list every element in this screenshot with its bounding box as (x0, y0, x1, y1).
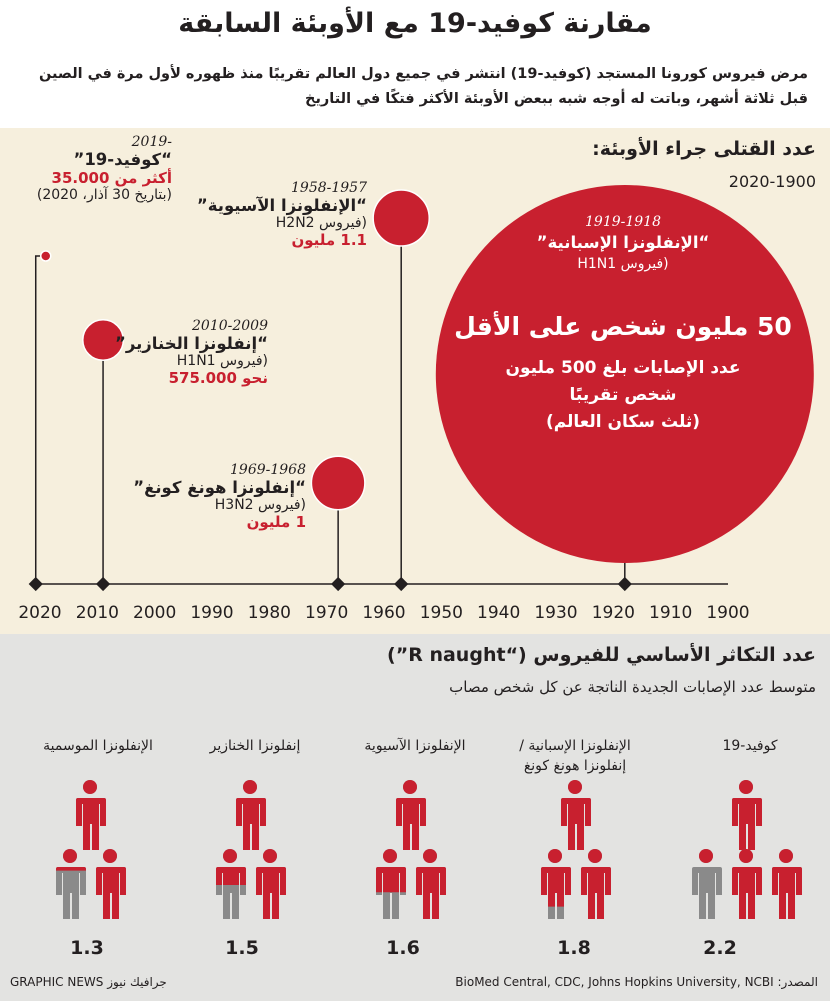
person-figure (772, 849, 802, 919)
spanish-infected-line-1: عدد الإصابات بلغ 500 مليون (505, 358, 741, 378)
r-label-asian: الإنفلونزا الآسيوية (364, 738, 466, 754)
epidemic-covid (37, 134, 172, 203)
person-figure (76, 780, 106, 850)
person-figure (732, 849, 762, 919)
spanish-virus: (فيروس H1N1 (577, 256, 669, 272)
r-value-covid: 2.2 (703, 937, 737, 959)
spanish-infected (433, 355, 813, 436)
swine-years: 2010-2009 (192, 318, 268, 334)
asian-virus: (فيروس H2N2 (275, 215, 367, 231)
page-title: مقارنة كوفيد-19 مع الأوبئة السابقة (178, 8, 652, 39)
swine-name: “إنفلونزا الخنازير” (115, 334, 268, 353)
timeline-marker (96, 577, 110, 591)
person-figure (376, 849, 406, 919)
person-figure (732, 780, 762, 850)
epidemic-spanish-flu (433, 214, 813, 436)
timeline-tick-label: 1950 (419, 603, 463, 623)
r-value-spanish-hongkong: 1.8 (557, 937, 591, 959)
r-label-spanish-hongkong: الإنفلونزا الإسبانية / إنفلونزا هونغ كونغ (519, 738, 631, 774)
timeline-tick-label: 1960 (362, 603, 406, 623)
timeline-marker (394, 577, 408, 591)
subtitle-line-2: قبل ثلاثة أشهر، وباتت له أوجه شبه ببعض الأوبئة الأكثر فتكًا في التاريخ (305, 91, 808, 107)
asian-years: 1958-1957 (291, 180, 367, 196)
source-note: المصدر: BioMed Central, CDC, Johns Hopkins University, NCBI (455, 975, 818, 989)
person-figure (581, 849, 611, 919)
graphic-news-credit: GRAPHIC NEWS جرافيك نيوز (10, 975, 167, 989)
covid-years: -2019 (131, 134, 172, 150)
deaths-panel (0, 128, 830, 634)
person-figure (692, 849, 722, 919)
person-figure (256, 849, 286, 919)
timeline-marker (618, 577, 632, 591)
epidemic-bubble (311, 456, 364, 509)
spanish-infected-line-2: شخص تقريبًا (569, 385, 677, 405)
epidemic-bubble (373, 190, 429, 246)
deaths-section-range: 2020-1900 (728, 172, 816, 191)
r-label-seasonal: الإنفلونزا الموسمية (43, 738, 153, 754)
swine-virus: (فيروس H1N1 (176, 353, 268, 369)
swine-deaths: نحو 575.000 (168, 369, 268, 387)
person-figure (96, 849, 126, 919)
covid-note: (بتاريخ 30 آذار، 2020) (36, 187, 172, 203)
person-figure (216, 849, 246, 919)
deaths-section-title: عدد القتلى جراء الأوبئة: (592, 138, 816, 160)
asian-name: “الإنفلونزا الآسيوية” (196, 196, 367, 215)
timeline-tick-label: 1910 (649, 603, 693, 623)
person-figure (236, 780, 266, 850)
r-value-seasonal: 1.3 (70, 937, 104, 959)
covid-deaths: أكثر من 35.000 (51, 169, 172, 187)
subtitle-line-1: مرض فيروس كورونا المستجد (كوفيد-19) انتشر في جميع دول العالم تقريبًا منذ ظهوره لأول مرة في الصين (38, 66, 808, 82)
epidemic-bubble (41, 251, 51, 261)
page-subtitle (18, 62, 808, 112)
person-figure (56, 849, 86, 919)
asian-deaths: 1.1 مليون (291, 231, 367, 249)
hongkong-deaths: 1 مليون (246, 513, 306, 531)
epidemic-swine-flu (115, 318, 268, 387)
spanish-years: 1919-1918 (585, 214, 661, 230)
timeline-tick-label: 2000 (133, 603, 177, 623)
r-section-title: عدد التكاثر الأساسي للفيروس (“R naught”) (387, 644, 816, 666)
r-value-asian: 1.6 (386, 937, 420, 959)
r-section-subtitle: متوسط عدد الإصابات الجديدة الناتجة عن كل شخص مصاب (449, 678, 816, 696)
header (0, 0, 830, 128)
timeline-tick-label: 1920 (591, 603, 635, 623)
r-label-swine: إنفلونزا الخنازير (209, 738, 301, 754)
epidemic-hongkong-flu (133, 462, 306, 531)
timeline-tick-label: 2010 (75, 603, 119, 623)
spanish-deaths: 50 مليون شخص على الأقل (454, 312, 792, 341)
timeline-tick-label: 1900 (706, 603, 750, 623)
timeline-marker (331, 577, 345, 591)
spanish-name: “الإنفلونزا الإسبانية” (536, 233, 710, 252)
person-figure (396, 780, 426, 850)
r-label-covid: كوفيد-19 (722, 738, 778, 754)
hongkong-virus: (فيروس H3N2 (214, 497, 306, 513)
hongkong-years: 1969-1968 (230, 462, 306, 478)
covid-connector-line (36, 256, 46, 584)
timeline-tick-label: 1980 (247, 603, 291, 623)
timeline-tick-label: 2020 (18, 603, 62, 623)
person-figure (561, 780, 591, 850)
timeline-tick-label: 1990 (190, 603, 234, 623)
epidemic-asian-flu (197, 180, 367, 249)
person-figure (416, 849, 446, 919)
timeline-marker (29, 577, 43, 591)
person-figure (541, 849, 571, 919)
r-value-swine: 1.5 (225, 937, 259, 959)
covid-name: “كوفيد-19” (73, 150, 172, 169)
timeline-tick-label: 1940 (477, 603, 521, 623)
r-naught-panel (0, 634, 830, 1001)
spanish-infected-line-3: (ثلث سكان العالم) (545, 412, 701, 432)
timeline-tick-label: 1930 (534, 603, 578, 623)
timeline-tick-label: 1970 (305, 603, 349, 623)
hongkong-name: “إنفلونزا هونغ كونغ” (133, 478, 306, 497)
